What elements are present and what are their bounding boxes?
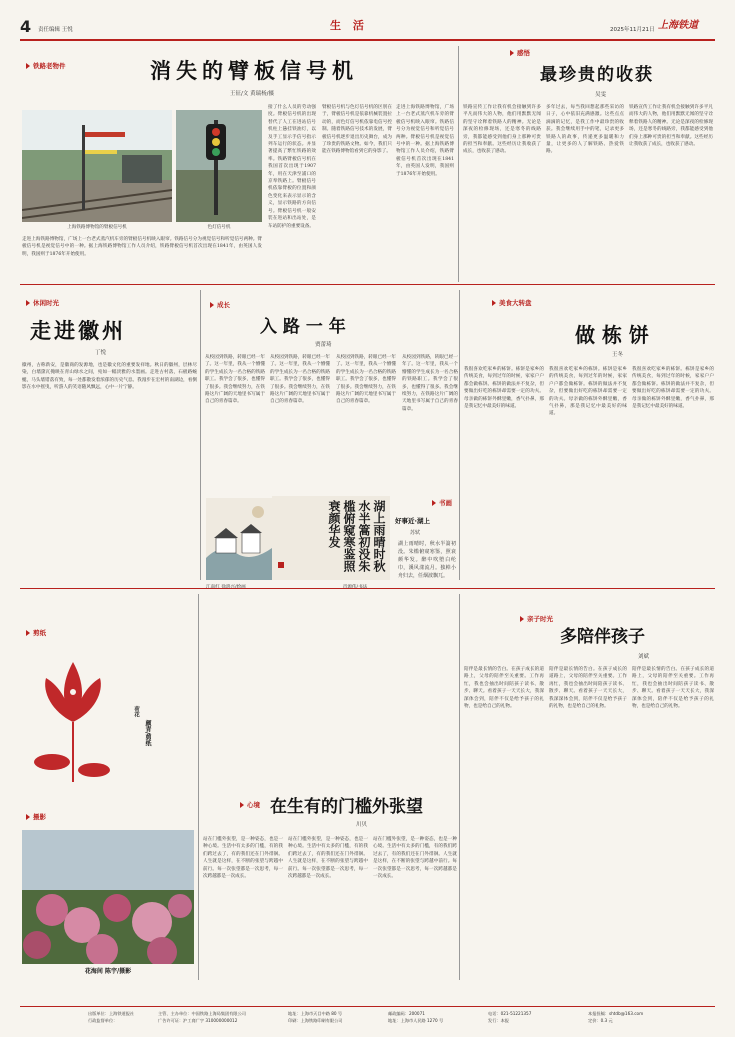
byline-signal-arm: 王征/文 黄瑞杨/摄 xyxy=(230,91,274,97)
headline-harvest: 最珍贵的收获 xyxy=(540,65,654,85)
article-dongbing-part3: 我很喜欢吃家乡的栋饼。栋饼是家乡的传统美食，每到过年的时候，家家户户都会做栋饼。栋饼的做法并不复杂，但要做出好吃的栋饼却需要一定的功夫。母亲做的栋饼外酥里嫩，香气扑鼻，那是我记忆中最美好的味道。 xyxy=(632,367,714,410)
issue-date: 2025年11月21日 xyxy=(610,27,655,33)
poem-author: 苏轼 xyxy=(410,530,421,536)
article-signal-arm-part3: 臂板信号机与色灯信号机的区别在于，臂板信号机是依靠机械装置拉动的，而色灯信号机依靠电信号控制。随着铁路信号技术的发展，臂板信号机逐步退出历史舞台，成为了珍贵的铁路文物。如今，我们只能在铁路博物馆看到它的身影了。 xyxy=(322,105,392,155)
footer-rule xyxy=(20,1006,715,1007)
article-accompany-part2: 陪伴是最长情的告白。在孩子成长的道路上，父母的陪伴至关重要。工作再忙，我也会抽出时间陪孩子读书、散步、聊天。看着孩子一天天长大，我深深体会到，陪伴不仅是给予孩子的礼物，也是给自己的礼物。 xyxy=(549,667,627,710)
footer-printer: 印刷：上海铁路印刷有限公司 xyxy=(288,1018,343,1023)
divider-col-e xyxy=(459,594,460,980)
calligraphy-scroll xyxy=(272,496,390,580)
tag-insight: 感悟 xyxy=(510,50,530,57)
footer-phone: 电话：021-51221357 xyxy=(488,1011,532,1016)
photo-flower-sea xyxy=(22,830,194,964)
footer-address: 地址：上海市天目中路 80 号 xyxy=(288,1011,343,1016)
divider-col-a xyxy=(458,46,459,282)
papercut-subtitle: 荷花 xyxy=(133,706,139,717)
tag-leisure: 休闲时光 xyxy=(26,300,59,307)
photo-color-light-signal xyxy=(176,110,262,222)
byline-accompany: 刘斌 xyxy=(638,654,650,660)
painting-jiangnan xyxy=(206,498,272,580)
article-first-year-part1: 从校园到铁路，转眼已经一年了。这一年里，我从一个懵懂的学生成长为一名合格的铁路职工。我学会了很多，也懂得了很多。我会继续努力，在铁路这片广阔的天地里书写属于自己的青春篇章。 xyxy=(205,355,265,405)
tag-papercut: 剪纸 xyxy=(26,630,46,637)
section-title: 生 活 xyxy=(330,19,368,32)
article-signal-arm-part4: 走进上海铁路博物馆，广场上一台老式蒸汽机车旁的臂板信号机映入眼帘。铁路信号分为视觉信号和听觉信号两种。臂板信号机是视觉信号中的一种。据上海铁路博物馆工作人员介绍，铁路臂板信号机首次出现在1841年，由英国人发明，我国则于1876年开始使用。 xyxy=(396,105,454,177)
footer-sponsor: 主管、主办单位：中国铁路上海局集团有限公司 xyxy=(158,1011,246,1016)
footer-publisher: 出版单位：上海铁道报社 xyxy=(88,1011,135,1016)
seal-stamp xyxy=(278,562,284,568)
footer-print-address: 地址：上海市人民路 1270 号 xyxy=(388,1018,444,1023)
headline-dongbing: 做 栋 饼 xyxy=(575,323,649,347)
article-signal-arm-part2: 接了什么人员的劳动强度。臂板信号机的出现替代了人工在进站信号机柱上悬挂铁油灯，以及手工显示手信号指示列车运行的状态。并显著提高了繁忙铁路的效率。铁路臂板信号机在我国首次出现于1907年，用在天津至浦口的京奉铁路上。臂板信号机依靠臂板的位置和颜色变化来表示显示的含义，显示铁路的方向信号。臂板信号机一般安装在进站和出站处，是车站防护的重要设备。 xyxy=(268,105,316,229)
headline-threshold: 在生有的门槛外张望 xyxy=(270,797,423,817)
article-signal-arm-part1: 走进上海铁路博物馆，广场上一台老式蒸汽机车旁的臂板信号机映入眼帘。铁路信号分为视觉信号和听觉信号两种。臂板信号机是视觉信号中的一种。据上海铁路博物馆工作人员介绍，铁路臂板信号机首次出现在1841年，由英国人发明，我国则于1876年开始使用。 xyxy=(22,237,262,257)
papercut-lotus xyxy=(22,642,124,798)
byline-threshold: 川贝 xyxy=(356,822,368,828)
band-rule-1 xyxy=(20,284,715,285)
footer xyxy=(88,1010,715,1030)
byline-dongbing: 王冬 xyxy=(612,352,624,358)
article-dongbing-part2: 我很喜欢吃家乡的栋饼。栋饼是家乡的传统美食，每到过年的时候，家家户户都会做栋饼。栋饼的做法并不复杂，但要做出好吃的栋饼却需要一定的功夫。母亲做的栋饼外酥里嫩，香气扑鼻，那是我记忆中最美好的味道。 xyxy=(549,367,627,417)
page-header xyxy=(20,17,715,38)
poem-text: 湖上雨晴时，秋水半篙初没。朱槛俯窥寒鉴，照衰颜华发。醉中吹堕白纶巾，溪风漾流月。独棹小舟归去，任烟波飘兀。 xyxy=(398,541,456,579)
article-threshold-part3: 站在门槛外张望，是一种姿态，也是一种心境。生活中有太多的门槛，有的我们跨过去了，有的我们还在门外徘徊。人生就是这样，在不断的张望与跨越中前行。每一次张望都是一次思考，每一次跨越都是一次成长。 xyxy=(373,837,457,880)
byline-first-year: 贾蕾琦 xyxy=(315,342,332,348)
footer-distribution: 发行：本报 xyxy=(488,1018,509,1023)
poem-title: 好事近·湖上 xyxy=(395,517,430,525)
article-harvest-part2: 多年过去，每当我回想起那些采访的日子，心中依旧充满感激。这些点点滴滴的记忆，是我工作中最珍贵的收获。我会继续用手中的笔，记录更多铁路人的故事，传递更多温暖和力量，让更多的人了解铁路、热爱铁路。 xyxy=(546,105,624,155)
headline-first-year: 入 路 一 年 xyxy=(260,317,346,337)
byline-huizhou: 丁悦 xyxy=(95,350,107,356)
divider-col-b xyxy=(200,290,201,580)
byline-harvest: 吴雯 xyxy=(595,92,607,98)
page-number: 4 xyxy=(20,17,32,36)
tag-growth: 成长 xyxy=(210,302,230,309)
headline-huizhou: 走进徽州 xyxy=(30,319,126,343)
calligraphy-brushwork: 湖上雨晴时秋水半篙初没朱槛俯窥寒鉴照衰颜华发 xyxy=(327,500,386,572)
footer-postcode: 邮政编码：200071 xyxy=(388,1011,425,1016)
article-first-year-part4: 从校园到铁路，转眼已经一年了。这一年里，我从一个懵懂的学生成长为一名合格的铁路职工。我学会了很多，也懂得了很多。我会继续努力，在铁路这片广阔的天地里书写属于自己的青春篇章。 xyxy=(402,355,458,412)
divider-col-c xyxy=(459,290,460,580)
article-first-year-part3: 从校园到铁路，转眼已经一年了。这一年里，我从一个懵懂的学生成长为一名合格的铁路职工。我学会了很多，也懂得了很多。我会继续努力，在铁路这片广阔的天地里书写属于自己的青春篇章。 xyxy=(336,355,396,405)
lotus-drawing xyxy=(22,642,124,798)
footer-email: 本报投稿：shtdb@163.com xyxy=(588,1011,644,1016)
article-first-year-part2: 从校园到铁路，转眼已经一年了。这一年里，我从一个懵懂的学生成长为一名合格的铁路职工。我学会了很多，也懂得了很多。我会继续努力，在铁路这片广阔的天地里书写属于自己的青春篇章。 xyxy=(270,355,330,405)
tag-photography: 摄影 xyxy=(26,814,46,821)
article-dongbing-part1: 我很喜欢吃家乡的栋饼。栋饼是家乡的传统美食，每到过年的时候，家家户户都会做栋饼。栋饼的做法并不复杂，但要做出好吃的栋饼却需要一定的功夫。母亲做的栋饼外酥里嫩，香气扑鼻，那是我记忆中最美好的味道。 xyxy=(464,367,544,410)
photo-signal-museum xyxy=(22,110,172,222)
caption-signal-museum: 上海铁路博物馆的臂板信号机 xyxy=(67,225,127,230)
tag-parenting: 亲子时光 xyxy=(520,616,553,623)
headline-accompany: 多陪伴孩子 xyxy=(560,627,645,647)
article-harvest-part3: 铁路宣传工作让我有机会接触到许多平凡而伟大的人物，他们用默默无闻的坚守诠释着铁路人的精神。无论是深夜的检修现场，还是寒冬的线路旁，我都能感受到他们身上那种可贵的担当和奉献。这些经历让我收获了成长，也收获了感动。 xyxy=(629,105,713,148)
article-threshold-part1: 站在门槛外张望，是一种姿态，也是一种心境。生活中有太多的门槛，有的我们跨过去了，有的我们还在门外徘徊。人生就是这样，在不断的张望与跨越中前行。每一次张望都是一次思考，每一次跨越都是一次成长。 xyxy=(203,837,283,880)
divider-col-d xyxy=(198,594,199,980)
band-rule-2 xyxy=(20,588,715,589)
article-huizhou: 徽州，古称新安，是徽商的发源地，也是徽文化的重要发祥地。秋日的徽州，层林尽染，白墙黛瓦掩映在青山绿水之间，宛如一幅淡雅的水墨画。走进古村落，石板路蜿蜒，马头墙错落有致，每一处都散发着浓郁的历史气息。我漫步在宏村的南湖边，看倒影在水中摇曳，听游人的笑语随风飘远，心中一片宁静。 xyxy=(22,363,197,391)
header-rule xyxy=(20,39,715,41)
papercut-credit: 颜青/剪纸 xyxy=(144,720,151,747)
article-threshold-part2: 站在门槛外张望，是一种姿态，也是一种心境。生活中有太多的门槛，有的我们跨过去了，有的我们还在门外徘徊。人生就是这样，在不断的张望与跨越中前行。每一次张望都是一次思考，每一次跨越都是一次成长。 xyxy=(288,837,368,880)
tag-railway-relic: 铁路老物件 xyxy=(26,63,66,70)
tag-mood: 心境 xyxy=(240,802,260,809)
article-harvest-part1: 铁路宣传工作让我有机会接触到许多平凡而伟大的人物，他们用默默无闻的坚守诠释着铁路人的精神。无论是深夜的检修现场，还是寒冬的线路旁，我都能感受到他们身上那种可贵的担当和奉献。这些经历让我收获了成长，也收获了感动。 xyxy=(463,105,541,155)
credit-flower-sea: 花海间 陈宇/摄影 xyxy=(84,968,132,975)
article-accompany-part1: 陪伴是最长情的告白。在孩子成长的道路上，父母的陪伴至关重要。工作再忙，我也会抽出时间陪孩子读书、散步、聊天。看着孩子一天天长大，我深深体会到，陪伴不仅是给予孩子的礼物，也是给自己的礼物。 xyxy=(464,667,544,710)
caption-color-light-signal: 色灯信号机 xyxy=(207,225,231,230)
footer-price: 定价：0.3 元 xyxy=(588,1018,613,1023)
masthead-logo: 上海铁道 xyxy=(658,20,698,31)
editor-label: 责任编辑 王悦 xyxy=(38,27,73,33)
tag-painting-calligraphy: 书画 xyxy=(432,500,452,507)
footer-supervisor: 行政监督单位： xyxy=(88,1018,118,1023)
article-accompany-part3: 陪伴是最长情的告白。在孩子成长的道路上，父母的陪伴至关重要。工作再忙，我也会抽出时间陪孩子读书、散步、聊天。看着孩子一天天长大，我深深体会到，陪伴不仅是给予孩子的礼物，也是给自己的礼物。 xyxy=(632,667,714,710)
footer-ad-license: 广告许可证：沪工商广字 310000000012 xyxy=(158,1018,238,1023)
tag-food: 美食大转盘 xyxy=(492,300,532,307)
headline-signal-arm: 消失的臂板信号机 xyxy=(150,59,358,83)
